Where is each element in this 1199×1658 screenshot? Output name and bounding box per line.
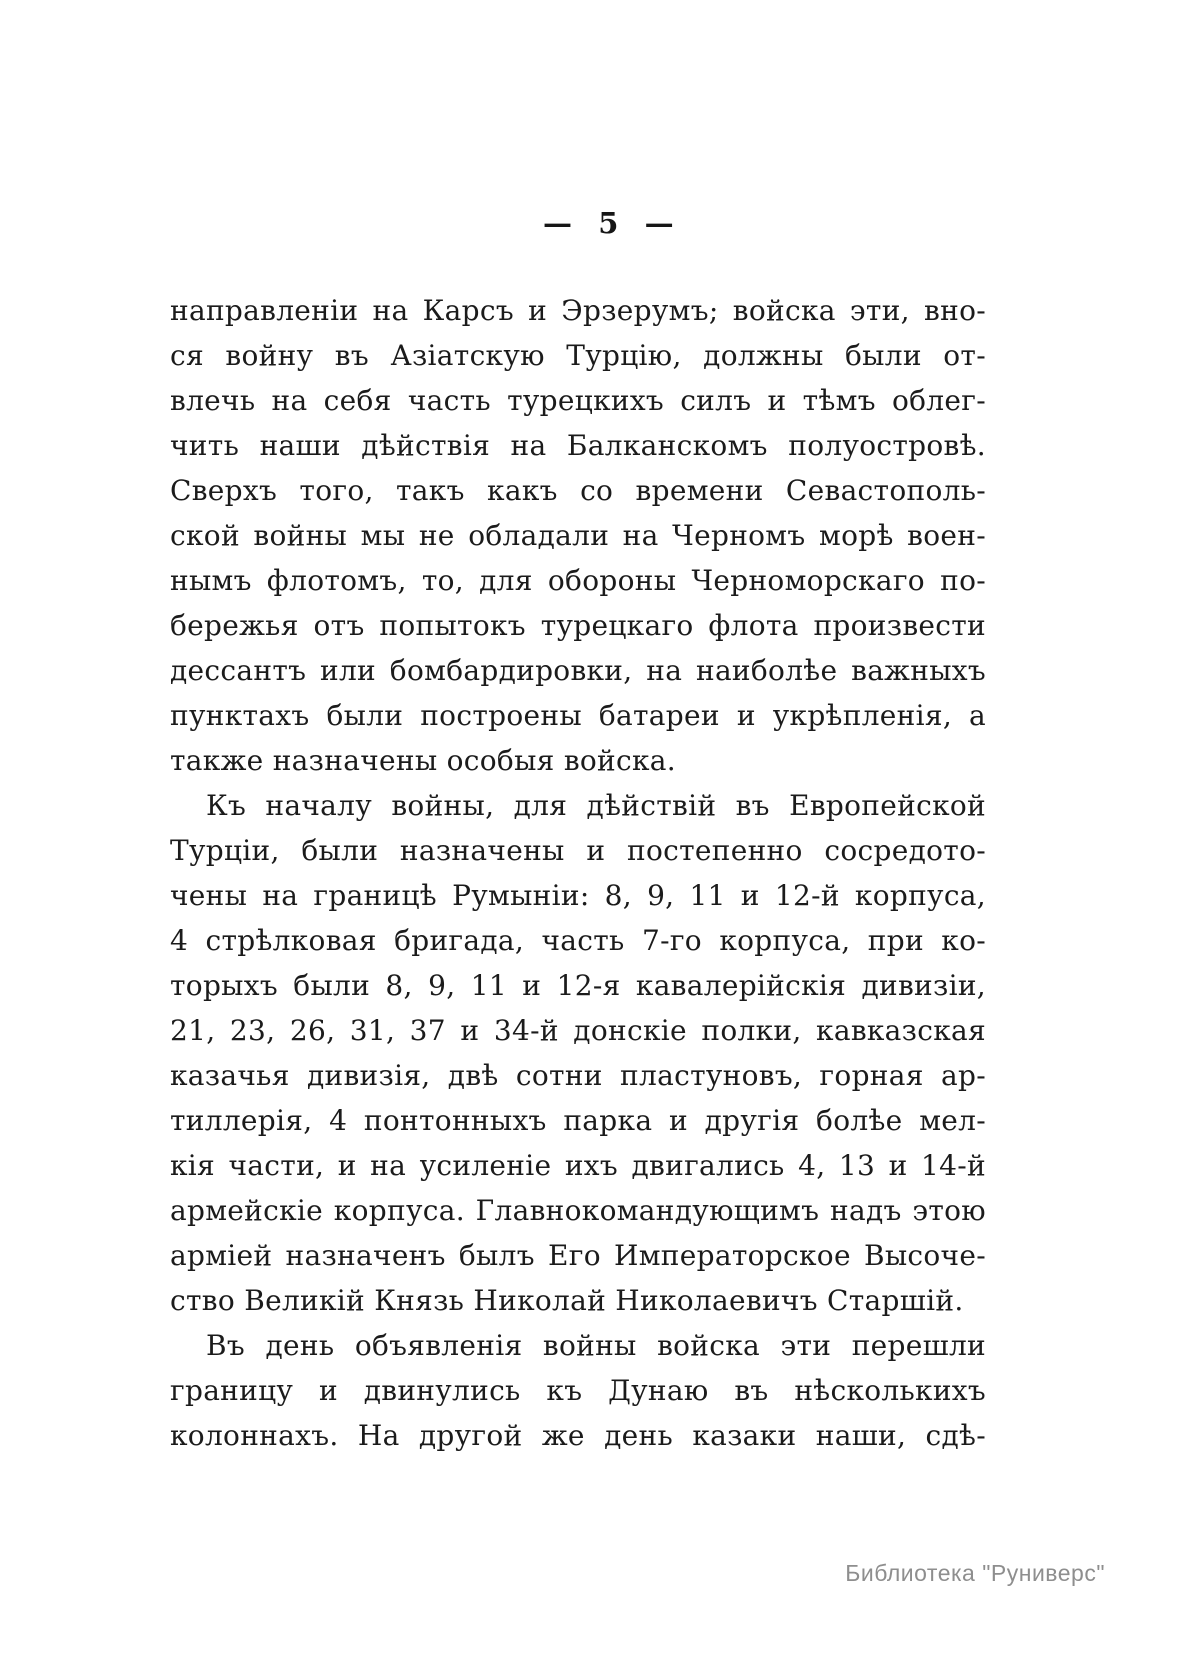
text-line: дессантъ или бомбардировки, на наиболѣе важныхъ bbox=[170, 654, 986, 687]
text-line: 4 стрѣлковая бригада, часть 7-го корпуса, при ко- bbox=[170, 924, 986, 957]
text-line: направленіи на Карсъ и Эрзерумъ; войска эти, вно- bbox=[170, 294, 986, 327]
text-line: ся войну въ Азіатскую Турцію, должны были от- bbox=[170, 339, 986, 372]
text-line: тиллерія, 4 понтонныхъ парка и другія болѣе мел- bbox=[170, 1104, 986, 1137]
text-line: пунктахъ были построены батареи и укрѣпленія, а bbox=[170, 699, 986, 732]
text-line: ской войны мы не обладали на Черномъ морѣ воен- bbox=[170, 519, 986, 552]
text-line: Сверхъ того, такъ какъ со времени Севастополь- bbox=[170, 474, 986, 507]
text-line: Въ день объявленія войны войска эти перешли bbox=[206, 1329, 986, 1362]
text-line: нымъ флотомъ, то, для обороны Черноморскаго по- bbox=[170, 564, 986, 597]
text-line: Къ началу войны, для дѣйствій въ Европейской bbox=[206, 789, 986, 822]
text-line: армейскіе корпуса. Главнокомандующимъ надъ этою bbox=[170, 1194, 986, 1227]
body-text bbox=[170, 288, 986, 1458]
text-line: торыхъ были 8, 9, 11 и 12-я кавалерійскія дивизіи, bbox=[170, 969, 986, 1002]
text-line: чить наши дѣйствія на Балканскомъ полуостровѣ. bbox=[170, 429, 986, 462]
text-line: бережья отъ попытокъ турецкаго флота произвести bbox=[170, 609, 986, 642]
text-line: колоннахъ. На другой же день казаки наши, сдѣ- bbox=[170, 1419, 986, 1452]
text-line: кія части, и на усиленіе ихъ двигались 4, 13 и 14-й bbox=[170, 1149, 986, 1182]
text-line: ство Великій Князь Николай Николаевичъ Старшій. bbox=[170, 1284, 964, 1317]
page-number: — 5 — bbox=[543, 206, 676, 240]
text-line: 21, 23, 26, 31, 37 и 34-й донскіе полки, кавказская bbox=[170, 1014, 986, 1047]
text-line: влечь на себя часть турецкихъ силъ и тѣмъ облег- bbox=[170, 384, 986, 417]
text-line: границу и двинулись къ Дунаю въ нѣсколькихъ bbox=[170, 1374, 986, 1407]
text-line: чены на границѣ Румыніи: 8, 9, 11 и 12-й корпуса, bbox=[170, 879, 986, 912]
text-line: Турціи, были назначены и постепенно сосредото- bbox=[170, 834, 986, 867]
text-line: казачья дивизія, двѣ сотни пластуновъ, горная ар- bbox=[170, 1059, 986, 1092]
text-line: также назначены особыя войска. bbox=[170, 744, 676, 777]
text-line: арміей назначенъ былъ Его Императорское Высоче- bbox=[170, 1239, 986, 1272]
watermark: Библиотека "Руниверс" bbox=[845, 1560, 1105, 1586]
